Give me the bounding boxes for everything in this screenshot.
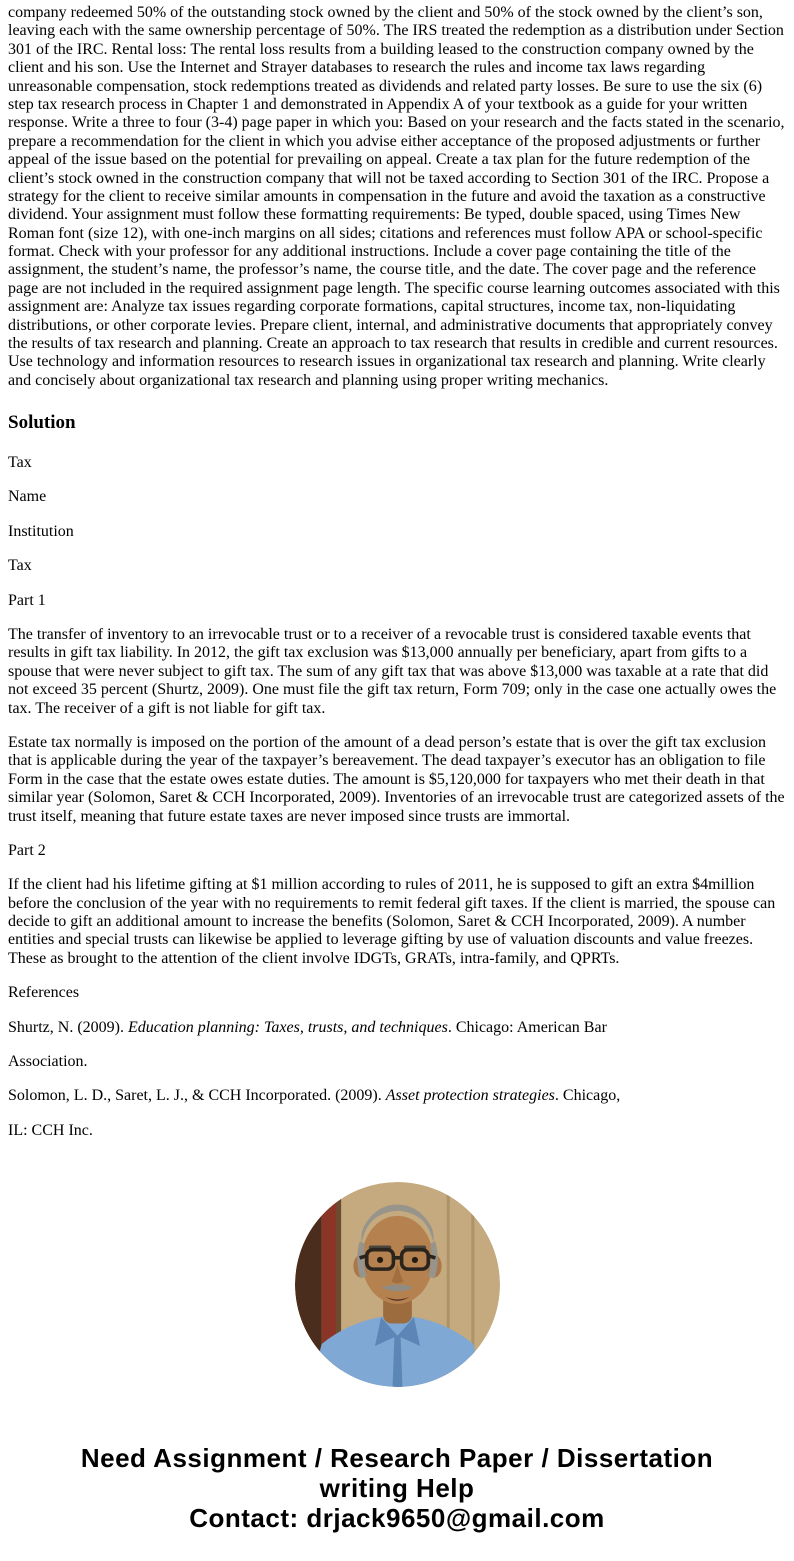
part2-label: Part 2 xyxy=(8,841,46,859)
part1-paragraph-1: The transfer of inventory to an irrevocable trust or to a receiver of a revocable trust is considered taxable events that results in gift tax liability. In 2012, the gift tax exclusion was $13,000 annually per beneficiary, apart from gifts to a spouse that were never subject to gift tax. The sum of any gift tax that was above $13,000 was taxable at a rate that did not exceed 35 percent (Shurtz, 2009). One must file the gift tax return, Form 709; only in the case one actually owes the tax. The receiver of a gift is not liable for gift tax. xyxy=(8,626,777,717)
solution-heading: Solution xyxy=(8,412,76,434)
avatar xyxy=(295,1182,500,1387)
reference-1-authors: Shurtz, N. (2009). xyxy=(8,1018,128,1036)
reference-2-publisher: . Chicago, xyxy=(554,1087,621,1105)
reference-entry-2-continuation: IL: CCH Inc. xyxy=(8,1121,93,1139)
footer-contact-email: Contact: drjack9650@gmail.com xyxy=(189,1502,605,1533)
footer-banner xyxy=(8,1443,786,1533)
part2-paragraph: If the client had his lifetime gifting at $1 million according to rules of 2011, he is supposed to gift an extra $4million before the conclusion of the year with no requirements to remit federal gift taxes. If the client is married, the spouse can decide to gift an additional amount to increase the benefits (Solomon, Saret & CCH Incorporated, 2009). A number entities and special trusts can likewise be applied to leverage gifting by use of valuation discounts and value freezes. These as brought to the attention of the client involve IDGTs, GRATs, intra-family, and QPRTs. xyxy=(8,876,776,967)
reference-1-publisher: . Chicago: American Bar xyxy=(447,1018,607,1036)
part1-paragraph-2: Estate tax normally is imposed on the portion of the amount of a dead person’s estate that is over the gift tax exclusion that is applicable during the year of the taxpayer’s bereavement. The dead taxpayer’s executor has an obligation to file Form in the case that the estate owes estate duties. The amount is $5,120,000 for taxpayers who met their death in that similar year (Solomon, Saret & CCH Incorporated, 2009). Inventories of an irrevocable trust are categorized assets of the trust itself, meaning that future estate taxes are never imposed since trusts are immortal. xyxy=(8,733,785,825)
portrait-eye-right xyxy=(411,1257,417,1263)
cover-line-institution: Institution xyxy=(8,522,74,540)
reference-entry-1 xyxy=(8,1019,786,1037)
avatar-container xyxy=(8,1182,786,1392)
footer-help-text-line2: writing Help xyxy=(319,1472,475,1503)
reference-2-authors: Solomon, L. D., Saret, L. J., & CCH Incorporated. (2009). xyxy=(8,1087,386,1105)
cover-line-tax: Tax xyxy=(8,454,32,472)
footer-help-text-line1: Need Assignment / Research Paper / Dissertation xyxy=(80,1442,714,1473)
part1-label: Part 1 xyxy=(8,591,46,609)
portrait-dark-band xyxy=(295,1182,322,1387)
portrait-photo-icon xyxy=(295,1182,500,1387)
reference-entry-2 xyxy=(8,1087,786,1105)
reference-entry-1-continuation: Association. xyxy=(8,1053,88,1071)
document-page xyxy=(8,4,786,1533)
reference-2-title: Asset protection strategies xyxy=(385,1087,555,1105)
cover-line-name: Name xyxy=(8,488,47,506)
reference-1-title: Education planning: Taxes, trusts, and techniques xyxy=(127,1018,448,1036)
portrait-eye-left xyxy=(377,1257,383,1263)
cover-line-tax-2: Tax xyxy=(8,557,32,575)
assignment-intro-paragraph: company redeemed 50% of the outstanding stock owned by the client and 50% of the stock owned by the client’s son, leaving each with the same ownership percentage of 50%. The IRS treated the redemption as a distribution under Section 301 of the IRC. Rental loss: The rental loss results from a building leased to the construction company owned by the client and his son. Use the Internet and Strayer databases to research the rules and income tax laws regarding unreasonable compensation, stock redemptions treated as dividends and related party losses. Be sure to use the six (6) step tax research process in Chapter 1 and demonstrated in Appendix A of your textbook as a guide for your written response. Write a three to four (3-4) page paper in which you: Based on your research and the facts stated in the scenario, prepare a recommendation for the client in which you advise either acceptance of the proposed adjustments or further appeal of the issue based on the potential for prevailing on appeal. Create a tax plan for the future redemption of the client’s stock owned in the construction company that will not be taxed according to Section 301 of the IRC. Propose a strategy for the client to receive similar amounts in compensation in the future and avoid the taxation as a constructive dividend. Your assignment must follow these formatting requirements: Be typed, double spaced, using Times New Roman font (size 12), with one-inch margins on all sides; citations and references must follow APA or school-specific format. Check with your professor for any additional instructions. Include a cover page containing the title of the assignment, the student’s name, the professor’s name, the course title, and the date. The cover page and the reference page are not included in the required assignment page length. The specific course learning outcomes associated with this assignment are: Analyze tax issues regarding corporate formations, capital structures, income tax, non-liquidating distributions, or other corporate levies. Prepare client, internal, and administrative documents that appropriately convey the results of tax research and planning. Create an approach to tax research that results in credible and current resources. Use technology and information resources to research issues in organizational tax research and planning. Write clearly and concisely about organizational tax research and planning using proper writing mechanics. xyxy=(8,4,785,389)
portrait-wall-seam-2 xyxy=(471,1182,474,1387)
references-label: References xyxy=(8,984,80,1002)
